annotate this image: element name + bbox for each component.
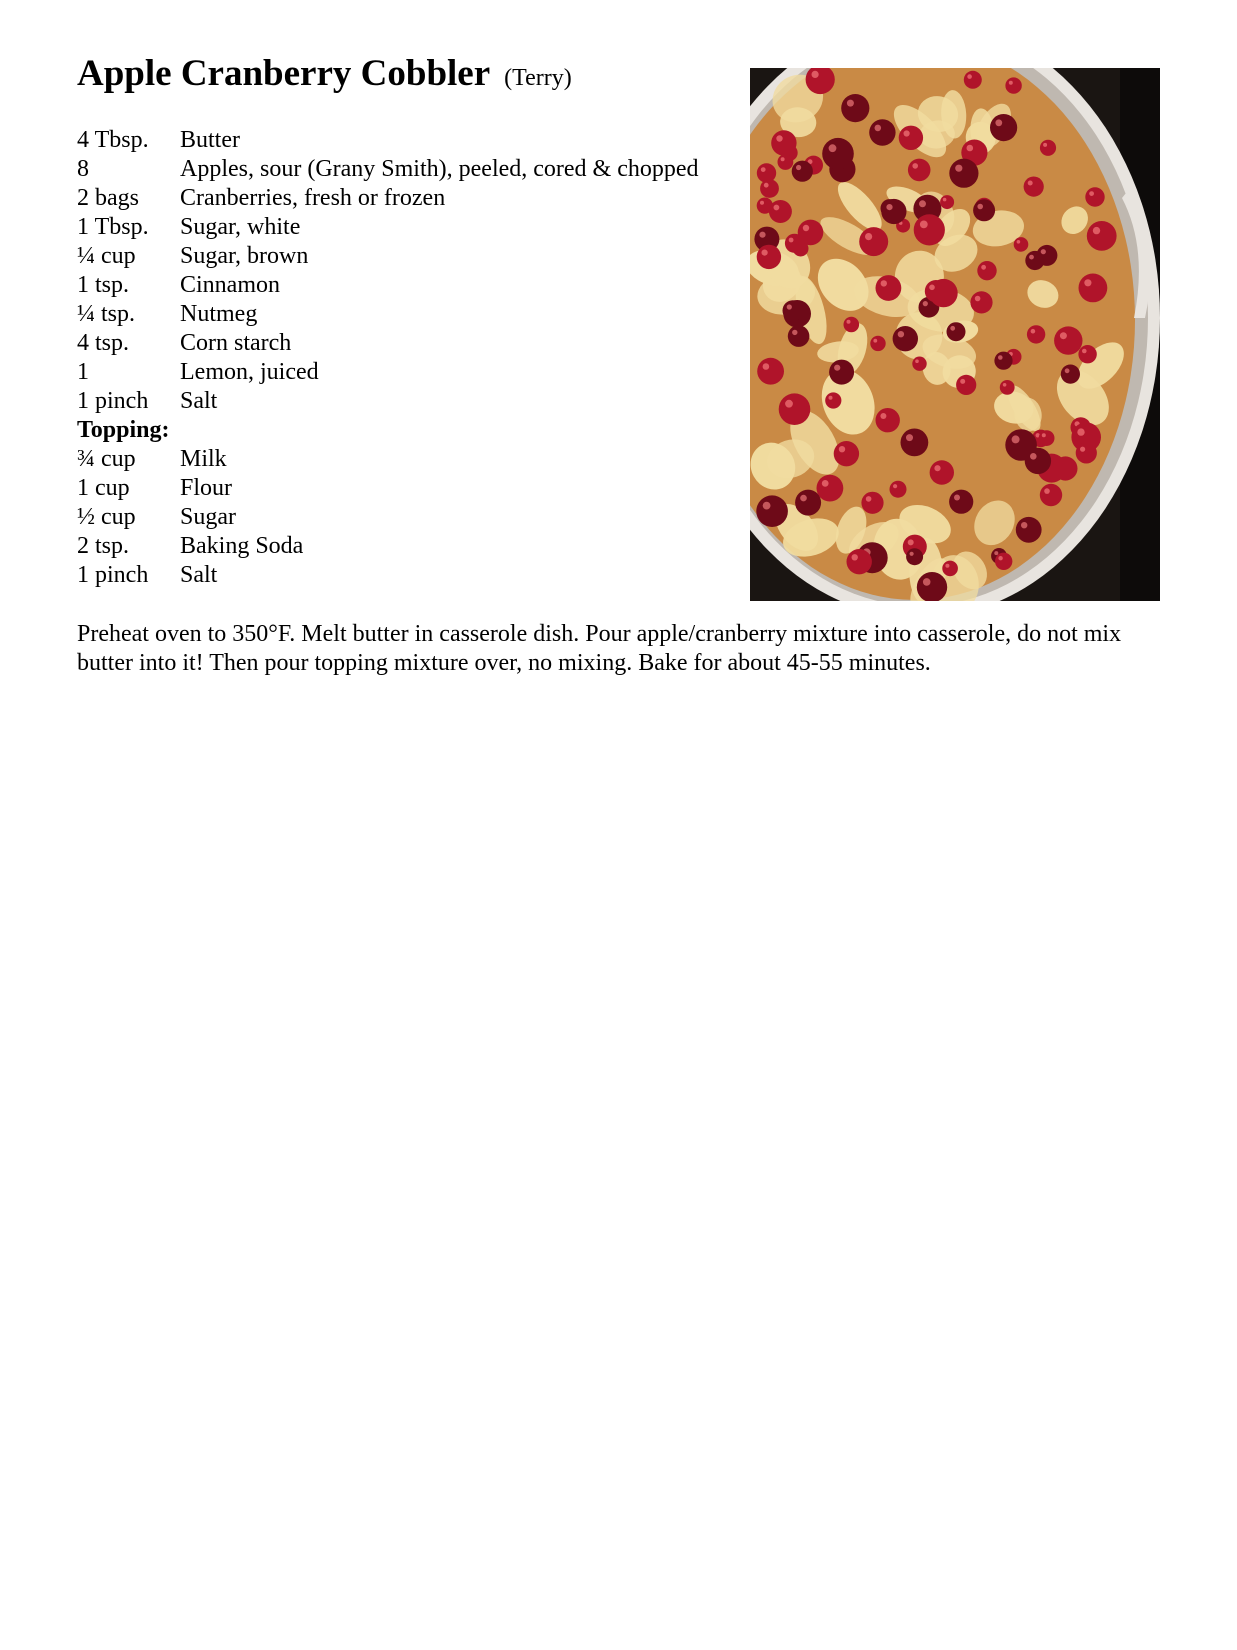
ingredient-row [77,126,737,155]
topping-name: Salt [180,562,218,588]
topping-name: Flour [180,475,233,501]
ingredient-quantity: 4 tsp. [77,330,130,356]
ingredient-row [77,271,737,300]
topping-row [77,474,737,503]
ingredient-name: Cinnamon [180,272,280,298]
ingredient-name: Butter [180,127,240,153]
topping-name: Milk [180,446,227,472]
ingredient-row [77,300,737,329]
topping-quantity: 2 tsp. [77,533,130,559]
instructions-paragraph: Preheat oven to 350°F. Melt butter in casserole dish. Pour apple/cranberry mixture into casserole, do not mix butter into it! Then pour topping mixture over, no mixing. Bake for about 45-55 minutes. [77,621,1122,676]
topping-row [77,445,737,474]
topping-quantity: 1 pinch [77,562,149,588]
ingredient-row [77,155,737,184]
ingredient-row [77,329,737,358]
ingredient-name: Cranberries, fresh or frozen [180,185,446,211]
ingredient-row [77,184,737,213]
ingredient-quantity: 1 [77,359,89,385]
cobbler-photo-icon [750,68,1160,601]
ingredient-name: Corn starch [180,330,292,356]
topping-row [77,532,737,561]
ingredient-name: Lemon, juiced [180,359,319,385]
ingredient-name: Apples, sour (Grany Smith), peeled, cored & chopped [180,156,699,182]
ingredient-row [77,358,737,387]
ingredient-row [77,242,737,271]
ingredient-list [77,126,737,590]
topping-name: Baking Soda [180,533,304,559]
recipe-author: (Terry) [504,65,572,91]
ingredient-quantity: 1 pinch [77,388,149,414]
ingredient-quantity: 1 tsp. [77,272,130,298]
ingredient-row [77,387,737,416]
cobbler-photo [750,68,1160,601]
ingredient-quantity: 8 [77,156,89,182]
ingredient-quantity: ¼ tsp. [77,301,136,327]
topping-row [77,561,737,590]
ingredient-quantity: ¼ cup [77,243,136,269]
ingredient-name: Sugar, brown [180,243,309,269]
ingredient-quantity: 4 Tbsp. [77,127,149,153]
topping-heading: Topping: [77,417,170,443]
topping-quantity: ¾ cup [77,446,136,472]
recipe-title: Apple Cranberry Cobbler [77,53,491,94]
ingredient-quantity: 1 Tbsp. [77,214,149,240]
topping-quantity: ½ cup [77,504,136,530]
title-line [77,52,572,95]
topping-name: Sugar [180,504,236,530]
topping-row [77,503,737,532]
ingredient-quantity: 2 bags [77,185,139,211]
ingredient-name: Salt [180,388,218,414]
ingredient-name: Sugar, white [180,214,301,240]
topping-quantity: 1 cup [77,475,130,501]
ingredient-row [77,213,737,242]
ingredient-name: Nutmeg [180,301,258,327]
